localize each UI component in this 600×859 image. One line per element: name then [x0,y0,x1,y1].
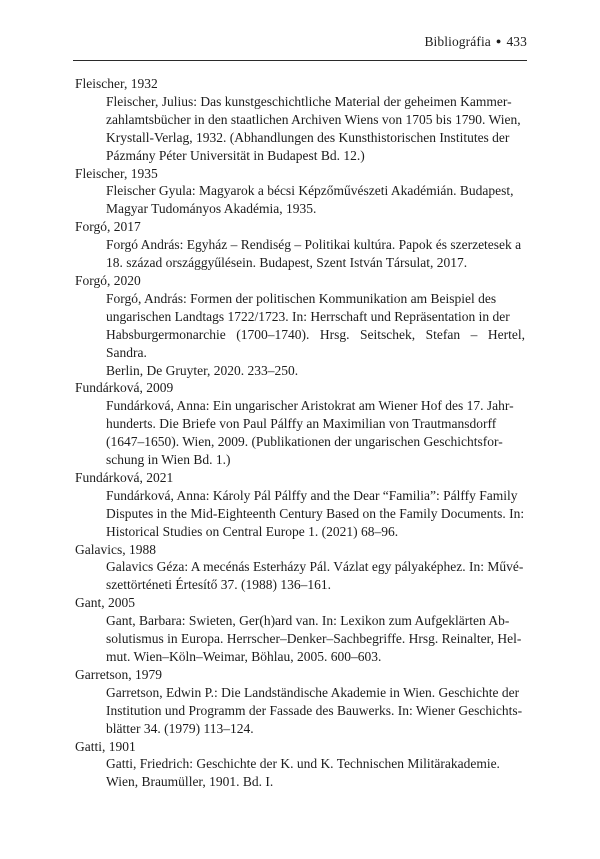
entry-reference-line: Krystall-Verlag, 1932. (Abhandlungen des Kunsthistorischen Institutes der [106,129,510,145]
entry-key: Forgó, 2020 [75,272,141,288]
entry-reference-line: Fleischer Gyula: Magyarok a bécsi Képzőművészeti Akadémián. Budapest, [106,183,514,199]
entry-reference-line: Garretson, Edwin P.: Die Landständische Akademie in Wien. Geschichte der [106,684,520,700]
bibliography-list [75,75,525,791]
entry-reference-line: Forgó András: Egyház – Rendiség – Politikai kultúra. Papok és szerzetesek a [106,237,522,253]
entry-reference-line: Galavics Géza: A mecénás Esterházy Pál. Vázlat egy pályaképhez. In: Művé- [106,559,524,575]
entry-reference-line: (1647–1650). Wien, 2009. (Publikationen der ungarischen Geschichtsfor- [106,434,503,450]
entry-reference [75,755,525,791]
entry-key: Fleischer, 1932 [75,76,158,91]
entry-key: Fundárková, 2021 [75,469,174,485]
bibliography-entry [75,379,525,469]
entry-reference-line: Berlin, De Gruyter, 2020. 233–250. [106,362,299,378]
entry-reference [75,290,525,380]
entry-key: Galavics, 1988 [75,541,156,557]
entry-key: Fleischer, 1935 [75,165,158,181]
bibliography-entry [75,218,525,272]
entry-reference-line: Fundárková, Anna: Ein ungarischer Aristokrat am Wiener Hof des 17. Jahr- [106,398,514,414]
entry-reference [75,93,525,165]
entry-reference [75,558,525,594]
entry-key: Garretson, 1979 [75,666,162,682]
page-number: 433 [506,34,527,49]
bibliography-entry [75,738,525,792]
entry-reference-line: Institution und Programm der Fassade des Bauwerks. In: Wiener Geschichts- [106,702,523,718]
bibliography-entry [75,75,525,165]
entry-reference-line: Fundárková, Anna: Károly Pál Pálffy and the Dear “Familia”: Pálffy Family [106,487,518,503]
entry-reference-line: ungarischen Landtags 1722/1723. In: Herrschaft und Repräsentation in der [106,308,510,324]
bibliography-entry [75,541,525,595]
entry-reference [75,236,525,272]
entry-reference-line: Disputes in the Mid-Eighteenth Century Based on the Family Documents. In: [106,505,525,521]
entry-reference-line: blätter 34. (1979) 113–124. [106,720,254,736]
entry-reference-line: 18. század országgyűlésein. Budapest, Szent István Társulat, 2017. [106,255,468,271]
entry-reference [75,182,525,218]
bibliography-entry [75,469,525,541]
entry-reference [75,397,525,469]
bullet-separator-icon: ● [495,36,502,46]
entry-key: Fundárková, 2009 [75,380,174,396]
entry-reference-line: Gatti, Friedrich: Geschichte der K. und K. Technischen Militärakademie. [106,756,500,772]
entry-reference-line: solutismus in Europa. Herrscher–Denker–Sachbegriffe. Hrsg. Reinalter, Hel- [106,631,522,647]
entry-reference-line: Pázmány Péter Universität in Budapest Bd. 12.) [106,147,365,163]
entry-reference-line: Habsburgermonarchie (1700–1740). Hrsg. Seitschek, Stefan – Hertel, Sandra. [106,326,525,360]
entry-reference-line: zahlamtsbücher in den staatlichen Archiven Wiens von 1705 bis 1790. Wien, [106,111,521,127]
entry-reference-line: Wien, Braumüller, 1901. Bd. I. [106,774,274,790]
bibliography-entry [75,165,525,219]
running-header [424,34,527,50]
entry-reference [75,612,525,666]
entry-reference-line: szettörténeti Értesítő 37. (1988) 136–161. [106,577,331,593]
entry-reference [75,684,525,738]
entry-reference-line: Gant, Barbara: Swieten, Ger(h)ard van. In: Lexikon zum Aufgeklärten Ab- [106,613,510,629]
entry-reference-line: Historical Studies on Central Europe 1. (2021) 68–96. [106,523,399,539]
entry-reference-line: Magyar Tudományos Akadémia, 1935. [106,201,317,217]
entry-key: Gatti, 1901 [75,738,136,754]
entry-reference-line: schung in Wien Bd. 1.) [106,452,231,468]
bibliography-entry [75,666,525,738]
entry-reference-line: Forgó, András: Formen der politischen Kommunikation am Beispiel des [106,290,497,306]
entry-key: Gant, 2005 [75,595,135,611]
entry-key: Forgó, 2017 [75,219,141,235]
bibliography-entry [75,272,525,379]
running-header-section: Bibliográfia [424,34,491,49]
entry-reference [75,487,525,541]
entry-reference-line: Fleischer, Julius: Das kunstgeschichtliche Material der geheimen Kammer- [106,93,512,109]
bibliography-entry [75,594,525,666]
entry-reference-line: mut. Wien–Köln–Weimar, Böhlau, 2005. 600–603. [106,649,382,664]
entry-reference-line: hunderts. Die Briefe von Paul Pálffy an Maximilian von Trautmansdorff [106,416,497,432]
header-rule [73,60,527,61]
